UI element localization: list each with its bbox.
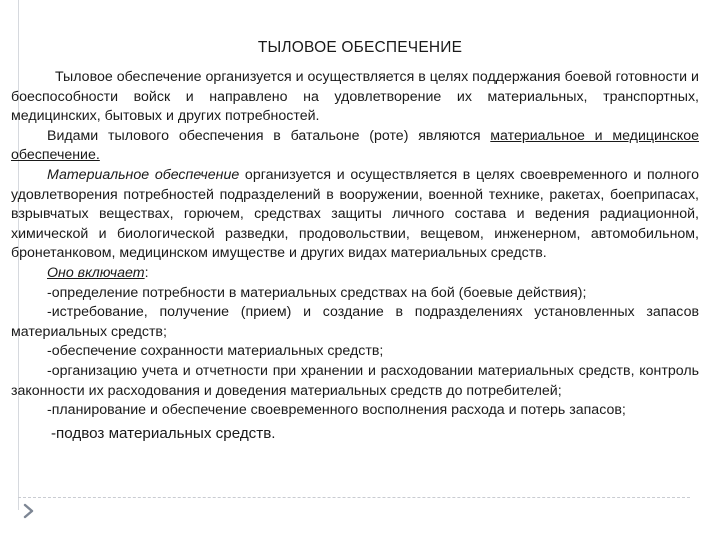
includes-heading xyxy=(11,264,699,284)
paragraph-material xyxy=(11,166,699,264)
page-title: ТЫЛОВОЕ ОБЕСПЕЧЕНИЕ xyxy=(257,39,463,56)
list-item: -определение потребности в материальных средствах на бой (боевые действия); xyxy=(47,284,587,301)
paragraph-types xyxy=(11,127,699,166)
footer-divider xyxy=(18,497,690,498)
types-lead: Видами тылового обеспечения в батальоне (роте) являются xyxy=(47,127,491,144)
includes-label: Оно включает xyxy=(47,264,145,281)
list-item: -обеспечение сохранности материальных средств; xyxy=(47,343,384,360)
material-lead: Материальное обеспечение xyxy=(47,166,240,183)
document-body xyxy=(11,68,699,443)
material-rest: организуется и осуществляется в целях своевременного и полного удовлетворения потребностей подразделений в вооружении, военной технике, ракетах, боеприпасах, взрывчатых веществах, горючем, средствах защиты личного состава и ведения радиационной, химической и биологической разведки, продовольствии, вещевом, инженерном, автомобильном, бронетанковом, медицинском имуществе и других видах материальных средств. xyxy=(11,166,700,262)
paragraph-intro: Тыловое обеспечение организуется и осуществляется в целях поддержания боевой готовности и боеспособности войск и направлено на удовлетворение их материальных, транспортных, медицинских, бытовых и других потребностей. xyxy=(11,69,699,125)
list-item: -организацию учета и отчетности при хранении и расходовании материальных средств, контроль законности их расходования и доведения материальных средств до потребителей; xyxy=(11,362,699,399)
list-item: -истребование, получение (прием) и создание в подразделениях установленных запасов материальных средств; xyxy=(11,304,699,340)
chevron-right-icon[interactable] xyxy=(20,502,38,520)
includes-colon: : xyxy=(144,264,149,281)
list-item-last: -подвоз материальных средств. xyxy=(51,424,276,442)
types-emphasis: материальное и медицинское обеспечение. xyxy=(11,127,699,164)
list-item: -планирование и обеспечение своевременного восполнения расхода и потерь запасов; xyxy=(47,402,626,419)
